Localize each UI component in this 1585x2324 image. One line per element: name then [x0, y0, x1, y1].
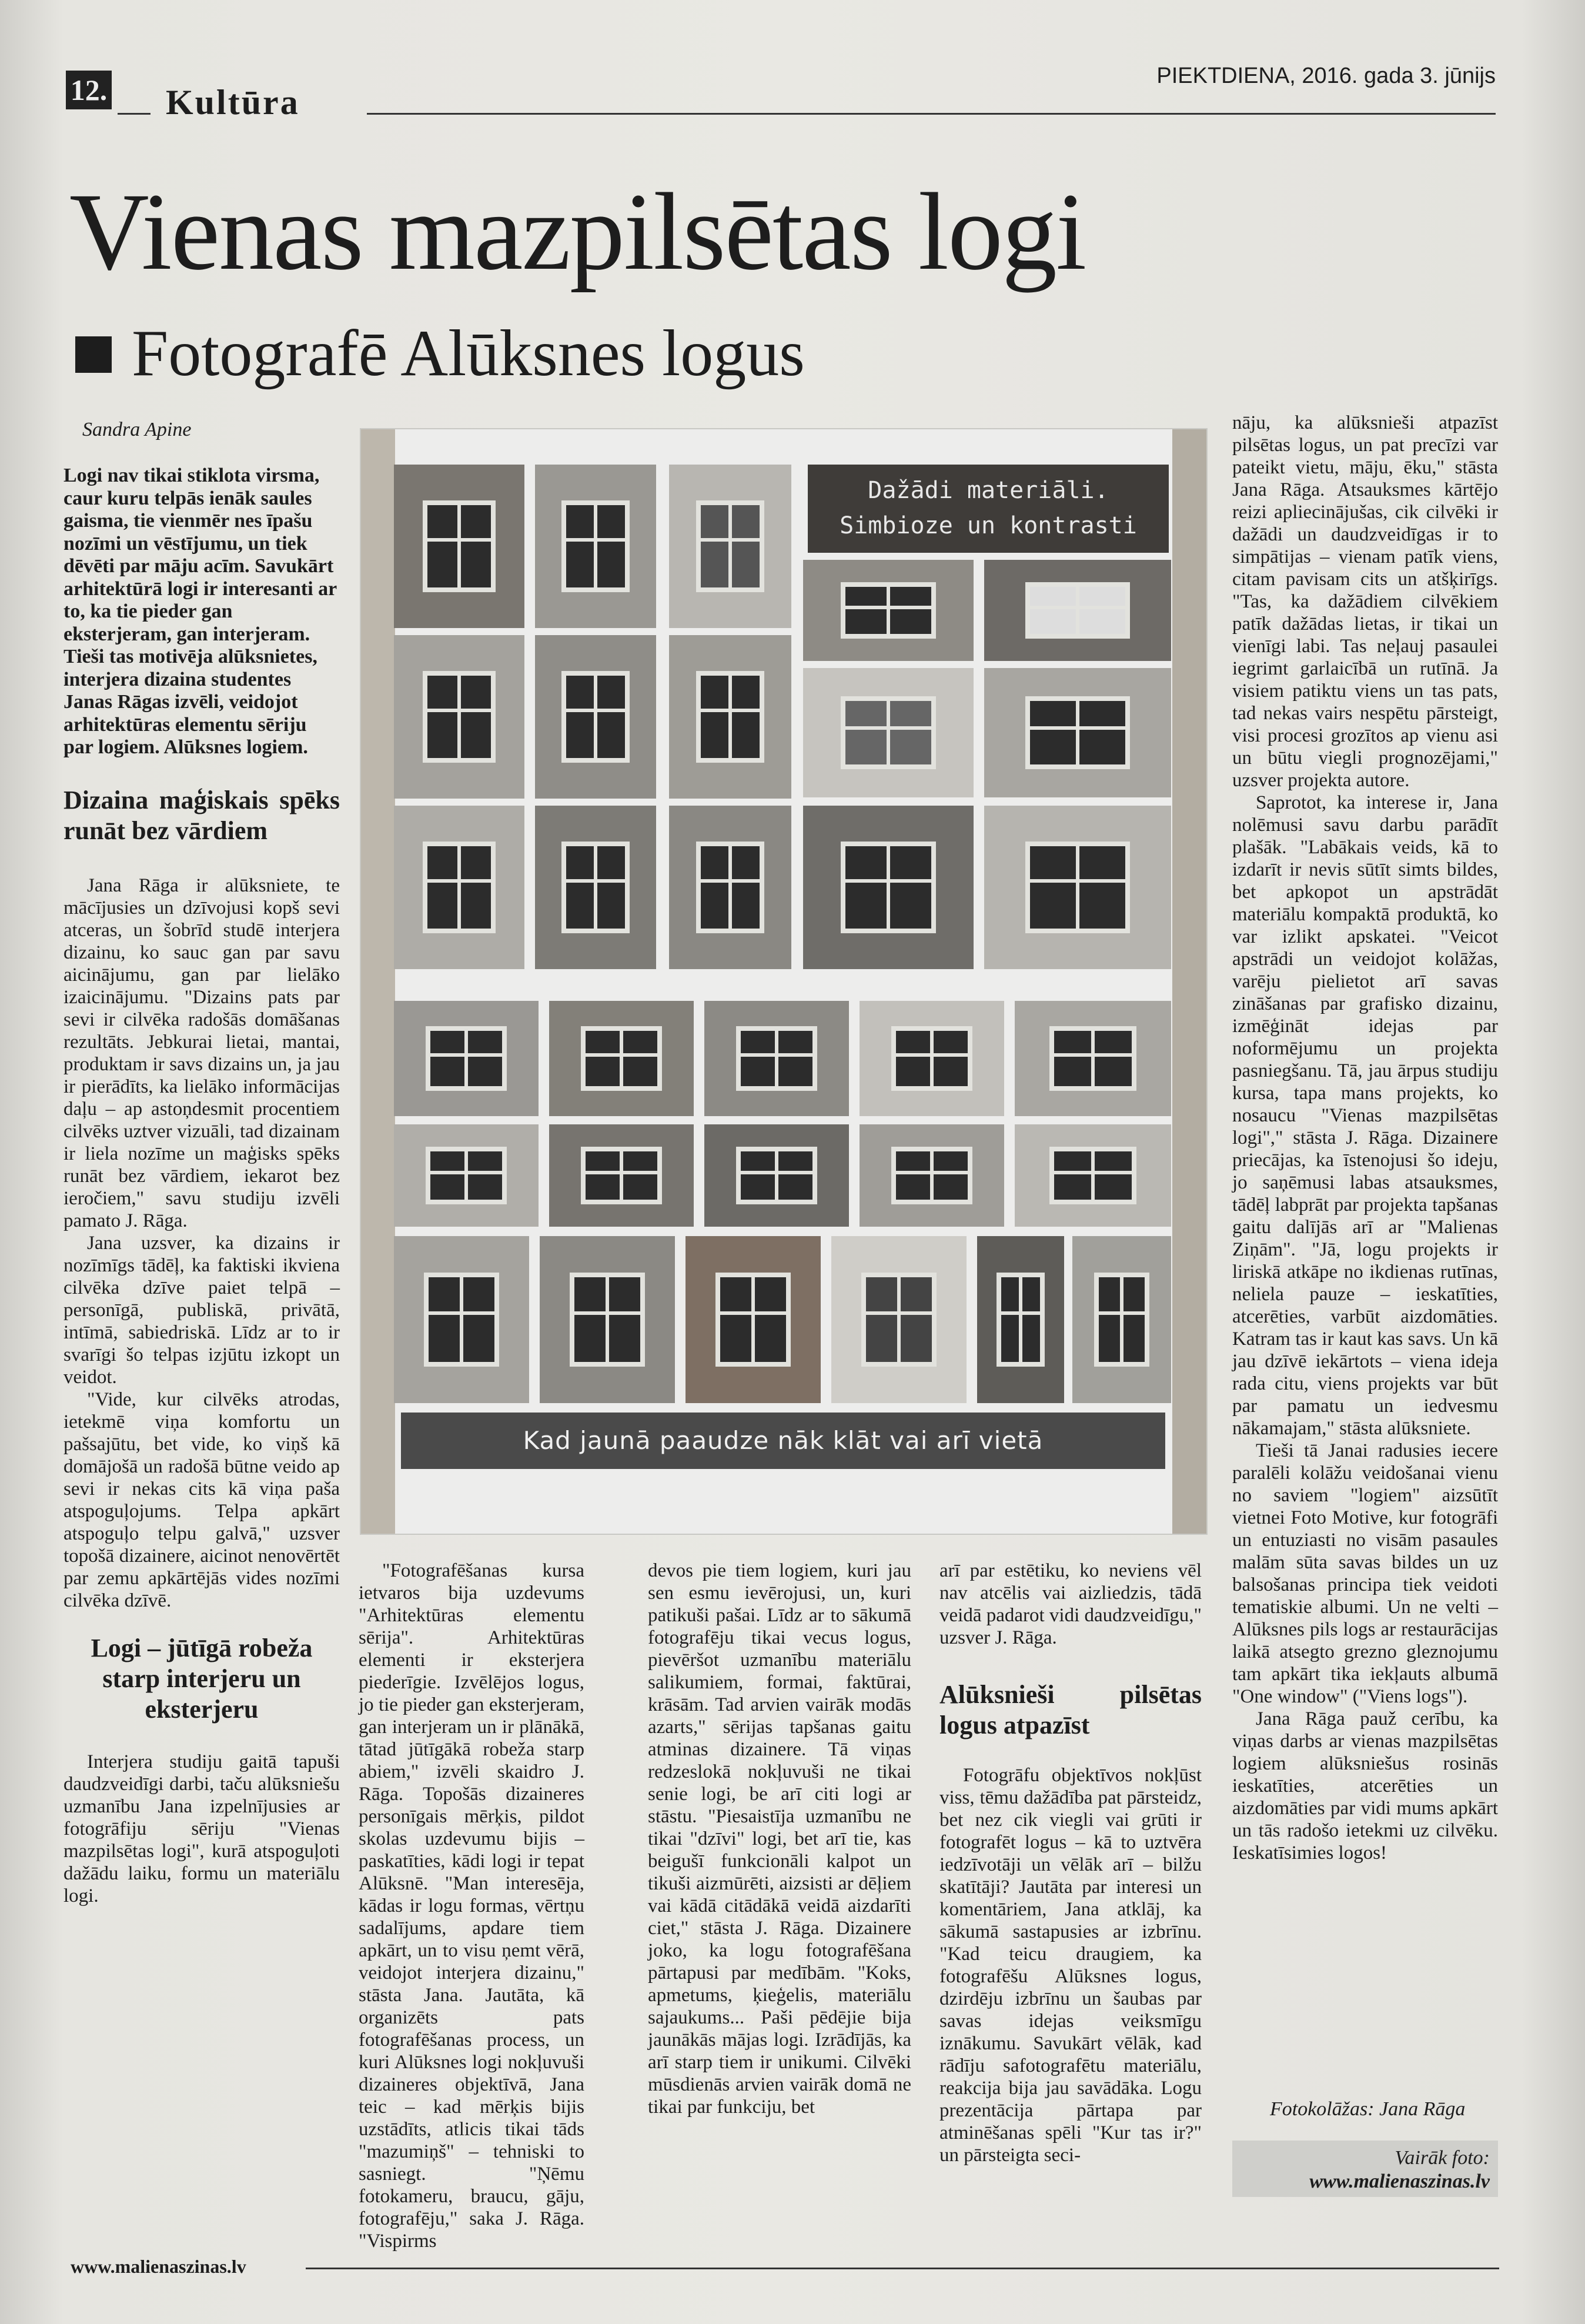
window-photo	[394, 1124, 539, 1227]
window-photo	[860, 1001, 1004, 1116]
paragraph: Interjera studiju gaitā tapuši daudzveidīgi darbi, taču alūksniešu uzmanību Jana izpelnījusies ar fotogrāfiju sēriju "Vienas mazpilsētas logi", kurā atspoguļoti dažādu laiku, formu un materiālu logi.	[63, 1751, 340, 1906]
more-photos-box	[1232, 2141, 1498, 2197]
window-photo	[549, 1124, 694, 1227]
window-photo	[860, 1124, 1004, 1227]
more-photos-label: Vairāk foto:	[1395, 2147, 1490, 2169]
paragraph: arī par estētiku, ko neviens vēl nav atcēlis vai aizliedzis, tādā veidā padarot vidi daudzveidīgu," uzsver J. Rāga.	[939, 1560, 1202, 1648]
paragraph: Jana Rāga pauž cerību, ka viņas darbs ar vienas mazpilsētas logiem alūksniešus rosinās ieskatīties, atcerēties un aizdomāties par vidi mums apkārt un tās radošo ietekmi uz cilvēku. Ieskatīsimies logos!	[1232, 1708, 1498, 1864]
square-bullet-icon	[75, 336, 112, 373]
window-photo	[803, 560, 974, 661]
column-2	[359, 1560, 584, 2252]
window-photo	[977, 1236, 1064, 1403]
subheadline-text: Fotografē Alūksnes logus	[132, 317, 805, 390]
paragraph: "Fotografēšanas kursa ietvaros bija uzdevums "Arhitektūras elementu sērija". Arhitektūras elementi ir eksterjera piederīgie. Izvēlējos logus, jo tie pieder gan eksterjeram, gan interjeram un ir plānākā, tātad jūtīgākā robeža starp abiem," izvēli skaidro J. Rāga. Topošās dizaineres personīgais mērķis, pildot skolas uzdevumu bijis – paskatīties, kādi logi ir tepat Alūksnē. "Man interesēja, kādas ir logu formas, vērtņu sadalījums, apdare tiem apkārt, un to visu ņemt vērā, veidojot interjera dizainu," stāsta Jana. Jautāta, kā organizēts pats fotografēšanas process, un kuri Alūksnes logi nokļuvuši dizaineres objektīvā, Jana teic – kad mērķis bijis uzstādīts, atlicis tikai tāds "mazumiņš" – tehniski to sasniegt. "Ņēmu fotokameru, braucu, gāju, fotografēju," saka J. Rāga. "Vispirms	[359, 1560, 584, 2252]
paragraph: Fotogrāfu objektīvos nokļūst viss, tēmu dažādība pat pārsteidz, bet nez cik viegli vai grūti ir fotografēt logus – kā to uztvēra iedzīvotāji un vēlāk arī – bilžu skatītāji? Jautāta par interesi un komentāriem, Jana atklāj, ka sākumā sastapusies ar izbrīnu. "Kad teicu draugiem, ka fotografēšu Alūksnes logus, dzirdēju izbrīnu un šaubas par savas idejas veiksmīgu iznākumu. Savukārt vēlāk, kad rādīju safotografētu materiālu, reakcija bija jau savādāka. Logu prezentācija pārtapa par atminēšanas spēli "Kur tas ir?" un pārsteigta seci-	[939, 1765, 1202, 2166]
window-photo	[394, 1001, 539, 1116]
footer-rule	[306, 2268, 1499, 2269]
window-photo	[394, 1236, 529, 1403]
column-5	[1232, 412, 1498, 1864]
window-photo	[1015, 1001, 1171, 1116]
paragraph: Saprotot, ka interese ir, Jana nolēmusi savu darbu parādīt plašāk. "Labākais veids, kā to izdarīt ir nevis sūtīt simts bildes, bet apkopot un apstrādāt materiālu kompaktā produktā, ko var izlikt apskatei. "Veicot apstrādi un veidojot kolāžas, varēju pielietot arī savas zināšanas par grafisko dizainu, izmēģināt idejas par noformējumu un projekta pasniegšanu. Tā, jau ārpus studiju kursa, tapa mans projekts, ko nosaucu "Vienas mazpilsētas logi"," stāsta J. Rāga. Dizainere priecājas, ka īstenojusi šo ideju, jo saņēmusi labas atsauksmes, tādēļ labprāt par projekta tapšanas gaitu dalījās arī ar "Malienas Ziņām". "Jā, logu projekts ir liriskā atkāpe no ikdienas rutīnas, neliela pauze – ieskatīties, atcerēties, varbūt aizdomāties. Katram tas ir kaut kas savs. Un kā jau dzīvē iekārtots – viena ideja rada citu, viens projekts var būt par pamatu un iedvesmu nākamajam," stāsta alūksniete.	[1232, 792, 1498, 1439]
window-photo	[984, 668, 1171, 797]
window-photo	[394, 465, 524, 628]
window-photo	[704, 1001, 849, 1116]
headline: Vienas mazpilsētas logi	[69, 170, 1086, 293]
section-title: Kultūra	[166, 83, 300, 122]
window-photo	[549, 1001, 694, 1116]
window-photo	[1015, 1124, 1171, 1227]
paragraph: Jana uzsver, ka dizains ir nozīmīgs tādēļ, ka faktiski ikviena cilvēka dzīve paiet telpā – personīgā, publiskā, privātā, intīmā, sabiedriskā. Līdz ar to ir svarīgi šo telpas izjūtu izkopt un veidot.	[63, 1232, 340, 1388]
collage-caption-bottom: Kad jaunā paaudze nāk klāt vai arī vietā	[401, 1413, 1165, 1469]
window-photo	[984, 806, 1171, 969]
paragraph: Tieši tā Janai radusies iecere paralēli kolāžu veidošanai vienu no saviem "logiem" aizsūtīt vietnei Foto Motive, kur fotogrāfi un entuziasti no visām pasaules malām sūta savas bildes un uz balsošanas principa tiek veidoti tematiskie albumi. Un ne velti – Alūksnes pils logs ar restaurācijas laikā atsegto grezno gleznojumu tam apkārt tika iekļauts albumā "One window" ("Viens logs").	[1232, 1440, 1498, 1707]
window-photo	[984, 560, 1171, 661]
photo-credit: Fotokolāžas: Jana Rāga	[1270, 2098, 1466, 2120]
window-photo	[803, 668, 974, 797]
window-photo	[831, 1236, 967, 1403]
window-photo	[669, 635, 791, 799]
window-photo	[535, 635, 656, 799]
paragraph: "Vide, kur cilvēks atrodas, ietekmē viņa komfortu un pašsajūtu, bet vide, ko viņš kā domājošā un radošā būtne veido ap sevi ir nekas cits kā viņa paša atspoguļojums. Telpa apkārt atspoguļo telpu galvā," uzsver topošā dizainere, aicinot nenovērtēt par zemu apkārtējās vides nozīmi cilvēka dzīvē.	[63, 1388, 340, 1611]
subheadline	[75, 318, 805, 390]
window-photo	[669, 806, 791, 969]
column-1	[63, 465, 340, 1907]
window-photo	[394, 635, 524, 799]
window-photo	[803, 806, 974, 969]
paragraph: Jana Rāga ir alūksniete, te mācījusies un dzīvojusi kopš sevi atceras, un šobrīd studē interjera dizainu, ko sauc gan par savu aicinājumu, gan par lielāko izaicinājumu. "Dizains pats par sevi ir cilvēka radošās domāšanas rezultāts. Jebkurai lietai, mantai, produktam ir savs dizains un, ja jau ir pierādīts, ka lielāko informācijas daļu – ap astoņdesmit procentiem cilvēks uztver vizuāli, tad dizainam ir liela nozīme un maģisks spēks runāt bez vārdiem, iekarot bez ieročiem," savu studiju izvēli pamato J. Rāga.	[63, 874, 340, 1231]
header-rule-left	[118, 113, 151, 115]
collage-edge	[1172, 429, 1206, 1534]
column-4	[939, 1560, 1202, 2166]
paragraph: nāju, ka alūksnieši atpazīst pilsētas logus, un pat precīzi var pateikt vietu, māju, ēku," stāsta Jana Rāga. Atsauksmes kārtējo reizi apliecinājušas, cik cilvēki ir dažādi un daudzveidīgas ir to simpātijas – vienam patīk viens, citam pavisam cits un atšķirīgs. "Tas, ka dažādiem cilvēkiem patīk dažādas lietas, ir tikai un vienīgi labi. Tas neļauj pasaulei iegrimt garlaicībā un rutīnā. Ja visiem patiktu viens un tas pats, tad nekas vairs nespētu pārsteigt, visi procesi grozītos ap vienu asi un būtu viegli prognozējami," uzsver projekta autore.	[1232, 412, 1498, 791]
window-photo	[704, 1124, 849, 1227]
subheading-aluksniesi: Alūksnieši pilsētas logus atpazīst	[939, 1680, 1202, 1739]
window-photo	[394, 806, 524, 969]
collage-caption-top	[808, 465, 1169, 553]
caption-line: Simbioze un kontrasti	[840, 512, 1137, 539]
window-photo	[669, 465, 791, 628]
window-photo	[535, 465, 656, 628]
lead-paragraph: Logi nav tikai stiklota virsma, caur kuru telpās ienāk saules gaisma, tie vienmēr nes īpašu nozīmi un vēstījumu, un tiek dēvēti par māju acīm. Savukārt arhitektūrā logi ir interesanti ar to, ka tie pieder gan eksterjeram, gan interjeram. Tieši tas motivēja alūksnietes, interjera dizaina studentes Janas Rāgas izvēli, veidojot arhitektūras elementu sēriju par logiem. Alūksnes logiem.	[63, 465, 337, 758]
paragraph: devos pie tiem logiem, kuri jau sen esmu ievērojusi, un, kuri patikuši pašai. Līdz ar to sākumā fotografēju tikai vecus logus, pievēršot uzmanību materiālu salikumiem, formai, faktūrai, krāsām. Tad arvien vairāk modās azarts," sērijas tapšanas gaitu atminas dizainere. Tā viņas redzeslokā nokļuvuši ne tikai senie logi, be arī citi logi ar stāstu. "Piesaistīja uzmanību ne tikai "dzīvi" logi, bet arī tie, kas beigušī funkcionāli kalpot un tikuši aizmūrēti, aizsisti ar dēļiem vai kādā citādākā veidā aizdarīti ciet," stāsta J. Rāga. Dizainere joko, ka logu fotografēšana pārtapusi par medībām. "Koks, apmetums, ķieģelis, materiālu sajaukums... Paši pēdējie bija jaunākās mājas logi. Izrādījās, ka arī starp tiem ir unikumi. Cilvēki mūsdienās arvien vairāk domā ne tikai par funkciju, bet	[648, 1560, 911, 2118]
window-photo	[686, 1236, 821, 1403]
subheading-dizains: Dizaina maģiskais spēks runāt bez vārdiem	[63, 785, 340, 845]
column-3	[648, 1560, 911, 2118]
header-rule	[367, 113, 1496, 115]
photo-collage	[360, 428, 1208, 1535]
subheading-logi: Logi – jūtīgā robeža starp interjeru un eksterjeru	[91, 1633, 313, 1724]
collage-edge	[361, 429, 395, 1534]
byline: Sandra Apine	[82, 419, 192, 440]
dateline: PIEKTDIENA, 2016. gada 3. jūnijs	[1156, 64, 1496, 88]
window-photo	[535, 806, 656, 969]
window-photo	[1072, 1236, 1171, 1403]
more-photos-link[interactable]: www.malienaszinas.lv	[1309, 2171, 1490, 2192]
caption-line: Dažādi materiāli.	[868, 477, 1109, 504]
footer-url[interactable]: www.malienaszinas.lv	[71, 2256, 246, 2277]
window-photo	[540, 1236, 675, 1403]
page-number: 12.	[66, 71, 112, 109]
